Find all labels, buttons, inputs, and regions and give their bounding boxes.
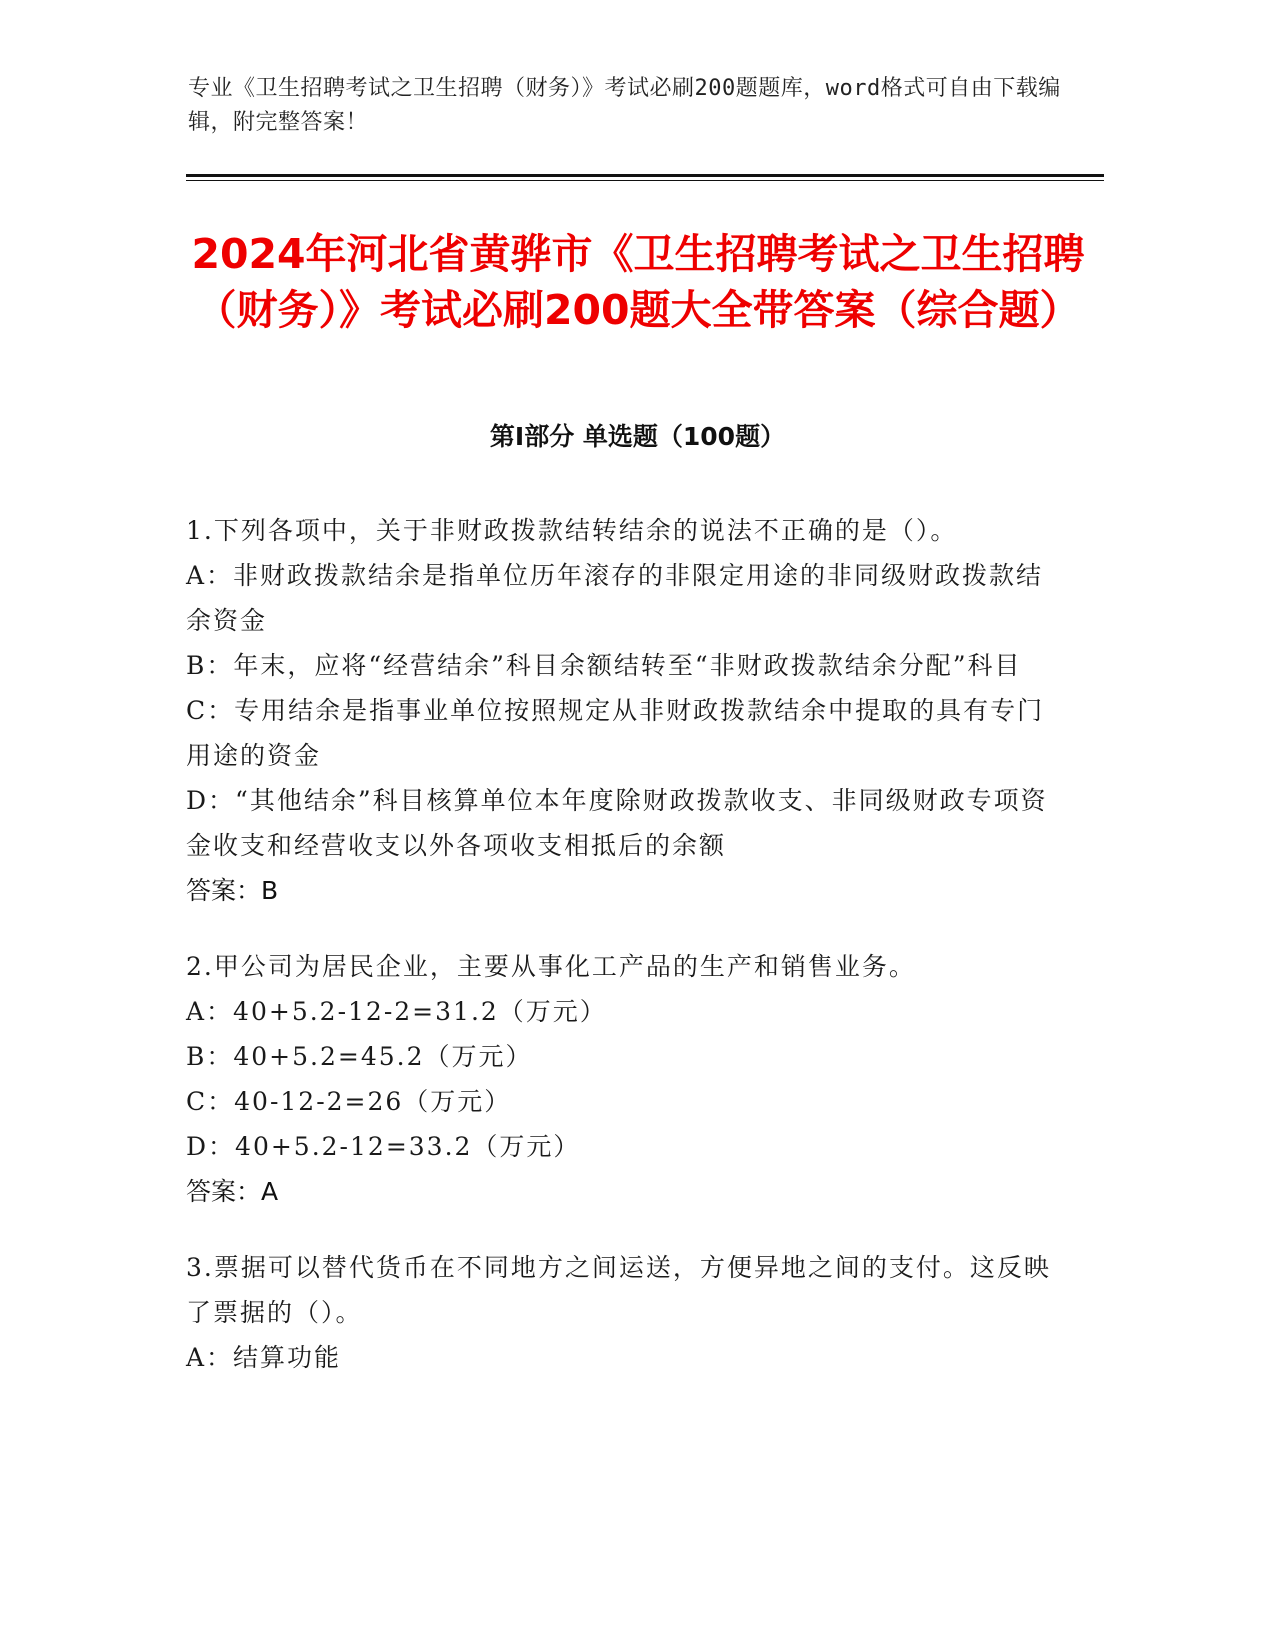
section-heading: 第I部分 单选题（100题） xyxy=(489,422,786,451)
question-stem: 1.下列各项中，关于非财政拨款结转结余的说法不正确的是（）。 xyxy=(186,516,958,545)
option-a: A：结算功能 xyxy=(186,1343,342,1372)
option-b: B：年末，应将“经营结余”科目余额结转至“非财政拨款结余分配”科目 xyxy=(186,651,1022,680)
document-title: 2024年河北省黄骅市《卫生招聘考试之卫生招聘（财务）》考试必刷200题大全带答案（综合题） xyxy=(191,230,1085,334)
header-rule-thin xyxy=(186,180,1104,181)
option-c: C：专用结余是指事业单位按照规定从非财政拨款结余中提取的具有专门用途的资金 xyxy=(186,696,1045,770)
question-list xyxy=(186,508,1066,1411)
answer: 答案：A xyxy=(186,1177,279,1206)
question-stem: 3.票据可以替代货币在不同地方之间运送，方便异地之间的支付。这反映了票据的（）。 xyxy=(186,1253,1051,1327)
option-a: A：非财政拨款结余是指单位历年滚存的非限定用途的非同级财政拨款结余资金 xyxy=(186,561,1044,635)
option-d: D：“其他结余”科目核算单位本年度除财政拨款收支、非同级财政专项资金收支和经营收支以外各项收支相抵后的余额 xyxy=(186,786,1048,860)
question-2 xyxy=(186,944,1066,1214)
header-rule xyxy=(186,174,1104,177)
question-3 xyxy=(186,1245,1066,1380)
question-stem: 2.甲公司为居民企业，主要从事化工产品的生产和销售业务。 xyxy=(186,952,916,981)
option-b: B：40+5.2=45.2（万元） xyxy=(186,1042,533,1071)
header-note: 专业《卫生招聘考试之卫生招聘（财务）》考试必刷200题题库，word格式可自由下载编辑，附完整答案！ xyxy=(188,76,1061,135)
option-d: D：40+5.2-12=33.2（万元） xyxy=(186,1132,581,1161)
option-a: A：40+5.2-12-2=31.2（万元） xyxy=(186,997,607,1026)
question-1 xyxy=(186,508,1066,913)
answer: 答案：B xyxy=(186,876,279,905)
option-c: C：40-12-2=26（万元） xyxy=(186,1087,512,1116)
